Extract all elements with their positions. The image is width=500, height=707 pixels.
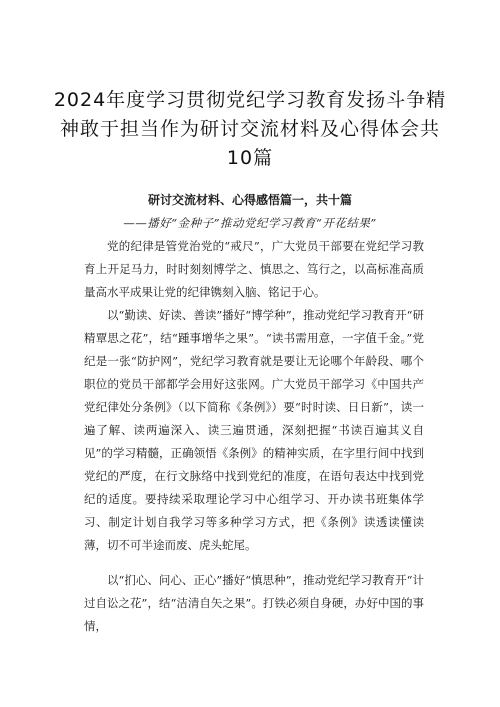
section-tagline: ——播好“金种子”推动党纪学习教育“开花结果” (123, 216, 377, 230)
document-title: 2024年度学习贯彻党纪学习教育发扬斗争精神敢于担当作为研讨交流材料及心得体会共10篇 (53, 89, 447, 169)
paragraph-1: 党的纪律是管党治党的“戒尺”，广大党员干部要在党纪学习教育上开足马力，时时刻刻博学之、慎思之、笃行之，以高标准高质量高水平成果让党的纪律镌刻入脑、铭记于心。 (84, 239, 424, 299)
section-heading: 研讨交流材料、心得感悟篇一，共十篇 (147, 193, 352, 207)
paragraph-3: 以“扪心、问心、正心”播好“慎思种”，推动党纪学习教育开“计过自讼之花”，结“洁清自矢之果”。打铁必须自身硬，办好中国的事情， (84, 573, 424, 633)
document-body (84, 235, 424, 638)
paragraph-2: 以“勤读、好读、善读”播好“博学种”，推动党纪学习教育开“研精覃思之花”，结“踵事增华之果”。“读书需用意，一字值千金。”党纪是一张“防护网”，党纪学习教育就是要让无论哪个年龄段、哪个职位的党员干部都学会用好这张网。广大党员干部学习《中国共产党纪律处分条例》（以下简称《条例》）要“时时读、日日新”，读一遍了解、读两遍深入、读三遍贯通，深刻把握“书读百遍其义自见”的学习精髓，正确领悟《条例》的精神实质，在字里行间中找到党纪的严度，在行文脉络中找到党纪的准度，在语句表达中找到党纪的适度。要持续采取理论学习中心组学习、开办读书班集体学习、制定计划自我学习等多种学习方式，把《条例》读透读懂读薄，切不可半途而废、虎头蛇尾。 (84, 308, 424, 552)
